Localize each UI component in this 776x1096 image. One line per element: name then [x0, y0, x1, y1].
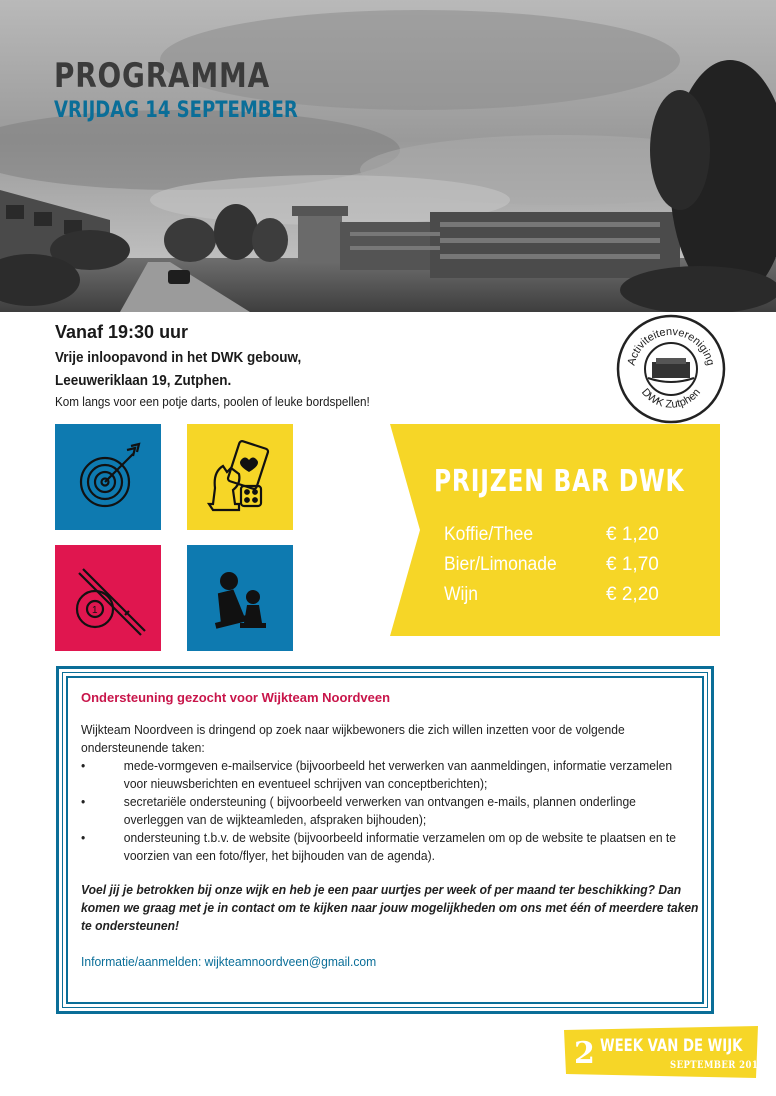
notice-title: Ondersteuning gezocht voor Wijkteam Noordveen [81, 690, 391, 705]
intro-line-2: Leeuweriklaan 19, Zutphen. [55, 372, 232, 389]
intro-line-1: Vrije inloopavond in het DWK gebouw, [55, 349, 302, 366]
list-item [81, 829, 695, 865]
bullet-symbol: • [81, 758, 86, 773]
contact-email[interactable]: Informatie/aanmelden: wijkteamnoordveen@gmail.com [81, 954, 377, 969]
task-text: mede-vormgeven e-mailservice (bijvoorbeeld het verwerken van aanmeldingen, informatie verzamelen voor nieuwsberichten en eventueel schrijven van conceptberichten); [123, 758, 673, 791]
task-list [81, 757, 701, 865]
prices-banner-shape [390, 424, 720, 636]
page-title: PROGRAMMA [54, 56, 270, 96]
tile-darts [55, 424, 161, 530]
game-pawns-icon [187, 545, 293, 651]
list-item [81, 757, 695, 793]
neighbourhood-photo [0, 0, 776, 312]
badge-date: SEPTEMBER 2018 [670, 1060, 765, 1071]
start-time: Vanaf 19:30 uur [55, 322, 189, 342]
darts-target-icon [55, 424, 161, 530]
bullet-symbol: • [81, 794, 86, 809]
list-item [81, 793, 695, 829]
club-stamp-logo [616, 314, 726, 424]
tile-pawns [187, 545, 293, 651]
bar-prices-panel [390, 424, 720, 636]
tile-pool [55, 545, 161, 651]
price-item-name: Bier/Limonade [444, 554, 557, 575]
badge-number: 2 [574, 1036, 595, 1071]
svg-text:1: 1 [92, 605, 98, 616]
price-item-amount: € 1,70 [606, 554, 659, 575]
call-to-action: Voel jij je betrokken bij onze wijk en heb je een paar uurtjes per week of per maand ter beschikking? Dan komen we graag met je in contact om te kijken naar jouw mogelijkheden om ons met één of meerdere taken te ondersteunen! [81, 882, 699, 933]
task-text: ondersteuning t.b.v. de website (bijvoorbeeld informatie verzamelen om op de website te plaatsen en te voorzien van een foto/flyer, het bijhouden van de agenda). [123, 830, 676, 863]
badge-label: WEEK VAN DE WIJK [600, 1036, 743, 1056]
price-item-amount: € 1,20 [606, 524, 659, 545]
price-item-amount: € 2,20 [606, 584, 659, 605]
intro-line-3: Kom langs voor een potje darts, poolen of leuke bordspellen! [55, 394, 370, 409]
prices-title: PRIJZEN BAR DWK [434, 464, 685, 499]
price-item-name: Koffie/Thee [444, 524, 534, 545]
svg-text:DWK Zutphen [639, 386, 703, 410]
stamp-bottom-text: DWK Zutphen [638, 386, 703, 411]
event-intro [55, 322, 575, 409]
volunteer-notice-box [56, 666, 714, 1014]
hero-photo [0, 0, 776, 312]
bullet-symbol: • [81, 830, 86, 845]
notice-intro: Wijkteam Noordveen is dringend op zoek naar wijkbewoners die zich willen inzetten voor de volgende ondersteunende taken: [81, 722, 625, 755]
page-subtitle: VRIJDAG 14 SEPTEMBER [54, 98, 298, 123]
board-games-icon [187, 424, 293, 530]
stamp-top-text: Activiteitenvereniging [625, 325, 717, 367]
pool-cue-icon [55, 545, 161, 651]
price-item-name: Wijn [444, 584, 478, 605]
tile-board-games [187, 424, 293, 530]
week-van-de-wijk-badge [562, 1024, 765, 1080]
task-text: secretariële ondersteuning ( bijvoorbeeld verwerken van ontvangen e-mails, plannen onderlinge overleggen van de wijkteamleden, afspraken bijhouden); [123, 794, 636, 827]
